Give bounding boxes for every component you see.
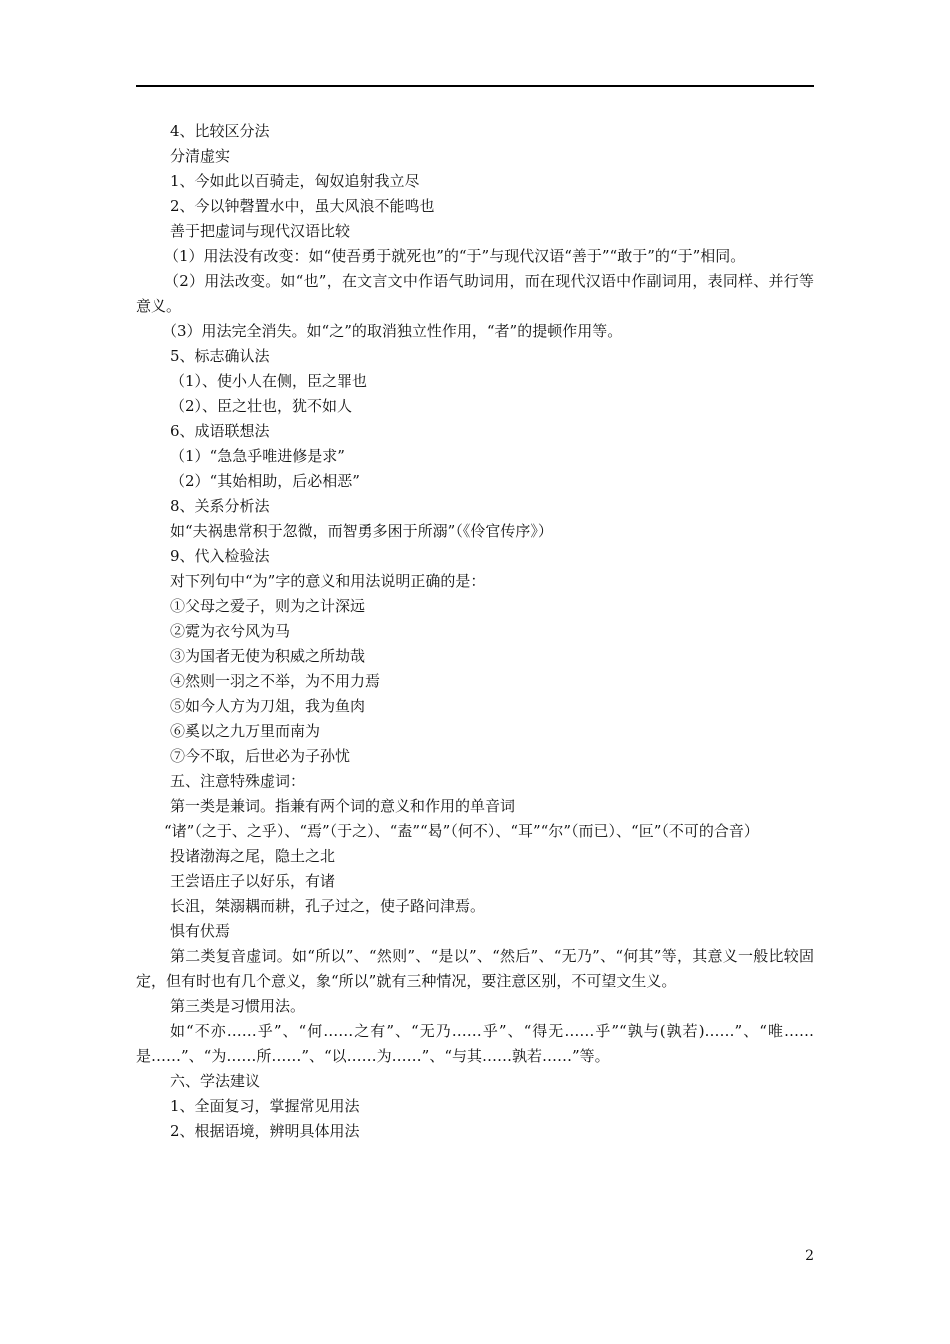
example-line: （1）“急急乎唯进修是求” xyxy=(170,447,345,465)
text-line: 第三类是习惯用法。 xyxy=(170,997,306,1015)
text-line: 善于把虚词与现代汉语比较 xyxy=(170,222,351,240)
option-line: ②霓为衣兮风为马 xyxy=(170,622,291,640)
option-line: ④然则一羽之不举，为不用力焉 xyxy=(170,672,381,690)
example-line: 长沮，桀溺耦而耕，孔子过之，使子路问津焉。 xyxy=(170,897,486,915)
option-line: ⑤如今人方为刀俎，我为鱼肉 xyxy=(170,697,366,715)
document-body xyxy=(136,119,814,1144)
option-line: ①父母之爱子，则为之计深远 xyxy=(170,597,366,615)
example-line: （2）、臣之壮也，犹不如人 xyxy=(170,397,353,415)
paragraph: 第二类复音虚词。如“所以”、“然则”、“是以”、“然后”、“无乃”、“何其”等，其意义一般比较固定，但有时也有几个意义，象“所以”就有三种情况，要注意区别，不可望文生义。 xyxy=(136,947,814,990)
section-heading: 8、关系分析法 xyxy=(170,497,270,515)
option-line: ⑥奚以之九万里而南为 xyxy=(170,722,321,740)
section-heading: 6、成语联想法 xyxy=(170,422,270,440)
paragraph: 如“不亦……乎”、“何……之有”、“无乃……乎”、“得无……乎”“孰与(孰若)……”、“唯……是……”、“为……所……”、“以……为……”、“与其……孰若……”等。 xyxy=(136,1022,814,1065)
text-line: 第一类是兼词。指兼有两个词的意义和作用的单音词 xyxy=(170,797,516,815)
example-line: 1、今如此以百骑走，匈奴追射我立尽 xyxy=(170,172,420,190)
section-heading: 六、学法建议 xyxy=(170,1072,261,1090)
header-rule xyxy=(136,85,814,87)
example-line: 如“夫祸患常积于忽微，而智勇多困于所溺”（《伶官传序》） xyxy=(170,522,553,540)
option-line: ③为国者无使为积威之所劫哉 xyxy=(170,647,366,665)
example-line: （1）、使小人在侧，臣之罪也 xyxy=(170,372,368,390)
paragraph: （2）用法改变。如“也”，在文言文中作语气助词用，而在现代汉语中作副词用，表同样、并行等意义。 xyxy=(136,272,814,315)
page-number: 2 xyxy=(805,1248,814,1264)
example-line: 2、今以钟磬置水中，虽大风浪不能鸣也 xyxy=(170,197,435,215)
example-line: 王尝语庄子以好乐，有诸 xyxy=(170,872,336,890)
example-line: 投诸渤海之尾，隐土之北 xyxy=(170,847,336,865)
text-line: （3）用法完全消失。如“之”的取消独立性作用，“者”的提顿作用等。 xyxy=(162,322,623,340)
paragraph: “诸”（之于、之乎）、“焉”（于之）、“盍”“曷”（何不）、“耳”“尔”（而已）、“叵”（不可的合音） xyxy=(164,822,759,840)
option-line: ⑦今不取，后世必为子孙忧 xyxy=(170,747,351,765)
section-heading: 9、代入检验法 xyxy=(170,547,270,565)
text-line: 2、根据语境，辨明具体用法 xyxy=(170,1122,360,1140)
section-heading: 五、注意特殊虚词： xyxy=(170,772,306,790)
text-line: 分清虚实 xyxy=(170,147,231,165)
section-heading: 5、标志确认法 xyxy=(170,347,270,365)
example-line: 惧有伏焉 xyxy=(170,922,231,940)
paragraph: （1）用法没有改变：如“使吾勇于就死也”的“于”与现代汉语“善于”“敢于”的“于”相同。 xyxy=(164,247,746,265)
example-line: （2）“其始相助，后必相恶” xyxy=(170,472,360,490)
text-line: 1、全面复习，掌握常见用法 xyxy=(170,1097,360,1115)
question-line: 对下列句中“为”字的意义和用法说明正确的是： xyxy=(170,572,486,590)
section-heading: 4、比较区分法 xyxy=(170,122,270,140)
